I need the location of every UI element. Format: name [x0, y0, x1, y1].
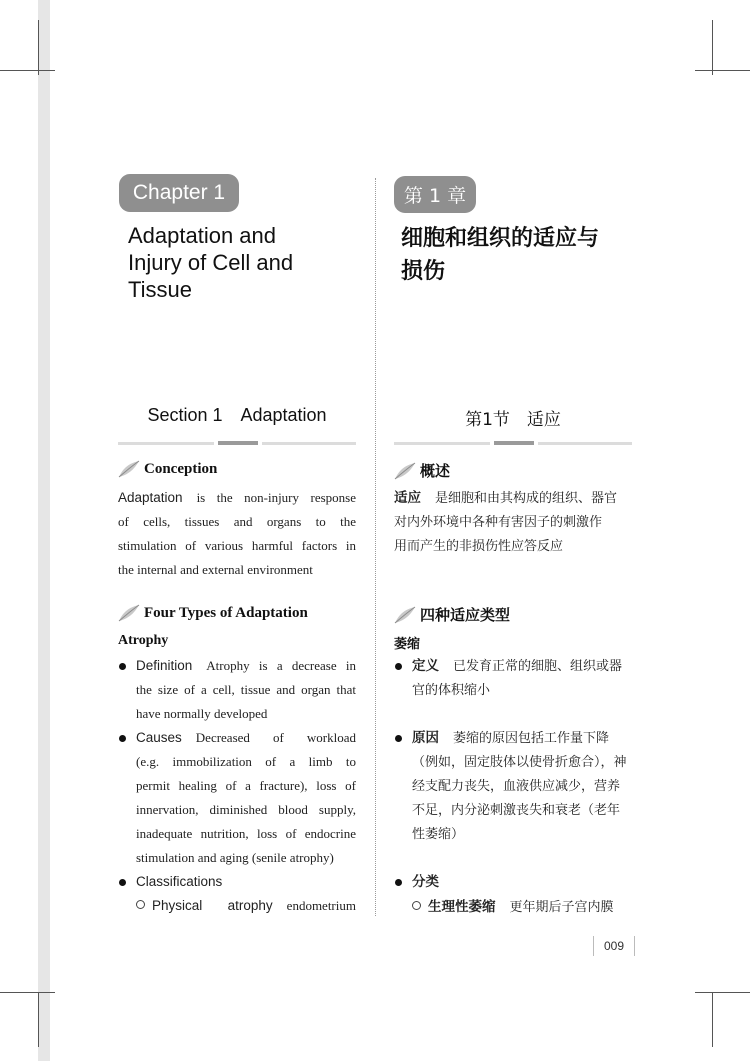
- page-number: 009: [593, 936, 635, 956]
- bullet: [395, 663, 402, 670]
- crop-mark: [38, 992, 39, 1047]
- section-title-zh: 第1节 适应: [465, 410, 561, 430]
- section-title-en: Section 1 Adaptation: [147, 405, 327, 425]
- section-rule: [538, 442, 632, 445]
- chapter-badge-en: Chapter 1: [119, 174, 239, 212]
- bullet: [119, 879, 126, 886]
- leaf-icon: [118, 460, 140, 478]
- section-rule: [118, 442, 214, 445]
- leaf-icon: [118, 604, 140, 622]
- section-rule: [218, 441, 258, 445]
- chapter-badge-zh: 第 1 章: [394, 176, 476, 213]
- conception-heading-zh: 概述: [394, 460, 450, 481]
- conception-heading-en: Conception: [118, 460, 217, 478]
- leaf-icon: [394, 462, 416, 480]
- bullet: [119, 735, 126, 742]
- types-heading-en: Four Types of Adaptation: [118, 604, 308, 622]
- page-spine: [38, 0, 50, 1061]
- atrophy-label-en: Atrophy: [118, 633, 169, 648]
- definition-text-zh: 定义 已发育正常的细胞、组织或器 官的体积缩小: [412, 658, 623, 698]
- crop-mark: [0, 992, 55, 993]
- types-heading-zh: 四种适应类型: [394, 604, 510, 625]
- bullet: [119, 663, 126, 670]
- crop-mark: [38, 20, 39, 75]
- atrophy-label-zh: 萎缩: [394, 637, 421, 652]
- crop-mark: [0, 70, 55, 71]
- crop-mark: [695, 992, 750, 993]
- causes-text-en: Causes Decreased of workload (e.g. immobilization of a limb to permit healing of a fracture), loss of innervation, diminished blood supply, inadequate nutrition, loss of endocrine stimulation and aging (senile atrophy): [136, 730, 356, 865]
- crop-mark: [695, 70, 750, 71]
- chapter-title-zh: 细胞和组织的适应与 损伤: [401, 226, 600, 284]
- section-rule: [262, 442, 356, 445]
- conception-text-en: Adaptation is the non-injury response of cells, tissues and organs to the stimulation of various harmful factors in the internal and external environment: [118, 490, 356, 577]
- bullet: [395, 879, 402, 886]
- ring-bullet: [136, 900, 145, 909]
- section-rule: [494, 441, 534, 445]
- definition-text-en: Definition Atrophy is a decrease in the size of a cell, tissue and organ that have normally developed: [136, 658, 356, 721]
- ring-bullet: [412, 901, 421, 910]
- leaf-icon: [394, 606, 416, 624]
- crop-mark: [712, 20, 713, 75]
- causes-text-zh: 原因 萎缩的原因包括工作量下降 （例如，固定肢体以使骨折愈合），神 经支配力丧失，血液供应减少，营养 不足，内分泌刺激丧失和衰老（老年 性萎缩）: [412, 730, 627, 842]
- conception-text-zh: 适应 是细胞和由其构成的组织、器官 对内外环境中各种有害因子的刺激作 用而产生的非损伤性应答反应: [394, 490, 618, 554]
- bullet: [395, 735, 402, 742]
- classifications-text-zh: 分类 生理性萎缩 更年期后子宫内膜: [412, 874, 614, 915]
- classifications-text-en: Classifications Physical atrophy endometrium: [136, 874, 356, 913]
- column-divider: [375, 178, 376, 916]
- chapter-title-en: Adaptation and Injury of Cell and Tissue: [128, 223, 294, 302]
- section-rule: [394, 442, 490, 445]
- crop-mark: [712, 992, 713, 1047]
